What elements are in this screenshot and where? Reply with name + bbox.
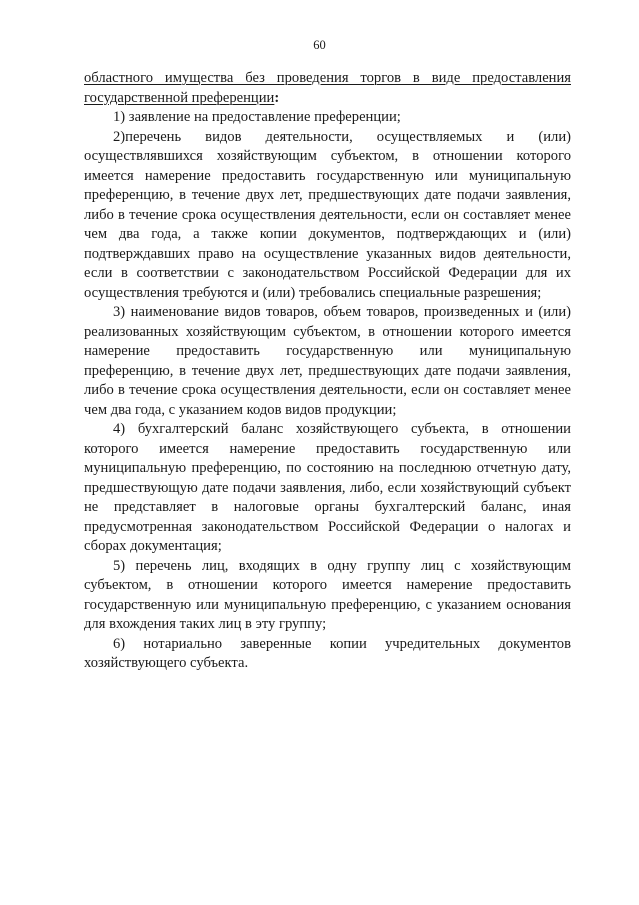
section-heading-colon: :	[274, 89, 280, 106]
section-heading-text: областного имущества без проведения торгов в виде предоставления государственной преференции	[84, 70, 571, 106]
list-item-6: 6) нотариально заверенные копии учредительных документов хозяйствующего субъекта.	[84, 635, 571, 671]
section-heading	[84, 69, 571, 108]
list-item-4: 4) бухгалтерский баланс хозяйствующего субъекта, в отношении которого имеется намерение предоставить государственную или муниципальную преференцию, по состоянию на последнюю отчетную дату, предшествующую дате подачи заявления, либо, если хозяйствующий субъект не представляет в налоговые органы бухгалтерский баланс, иная предусмотренная законодательством Российской Федерации о налогах и сборах документация;	[84, 421, 571, 554]
list-item-5: 5) перечень лиц, входящих в одну группу лиц с хозяйствующим субъектом, в отношении которого имеется намерение предоставить государственную или муниципальную преференцию, с указанием основания для вхождения таких лиц в эту группу;	[84, 557, 571, 632]
page-number: 60	[313, 38, 326, 52]
list-item-3: 3) наименование видов товаров, объем товаров, произведенных и (или) реализованных хозяйствующим субъектом, в отношении которого имеется намерение предоставить государственную или муниципальную преференцию, в течение двух лет, предшествующих дате подачи заявления, либо в течение срока осуществления деятельности, если он составляет менее чем два года, с указанием кодов видов продукции;	[84, 304, 571, 418]
list-item-2: 2)перечень видов деятельности, осуществляемых и (или) осуществлявшихся хозяйствующим субъектом, в отношении которого имеется намерение предоставить государственную или муниципальную преференцию, в течение двух лет, предшествующих дате подачи заявления, либо в течение срока осуществления деятельности, если он составляет менее чем два года, а также копии документов, подтверждающих и (или) подтверждавших право на осуществление указанных видов деятельности, если в соответствии с законодательством Российской Федерации для их осуществления требуются и (или) требовались специальные разрешения;	[84, 128, 571, 301]
list-item-1: 1) заявление на предоставление преференции;	[113, 109, 401, 125]
document-body	[84, 69, 571, 674]
